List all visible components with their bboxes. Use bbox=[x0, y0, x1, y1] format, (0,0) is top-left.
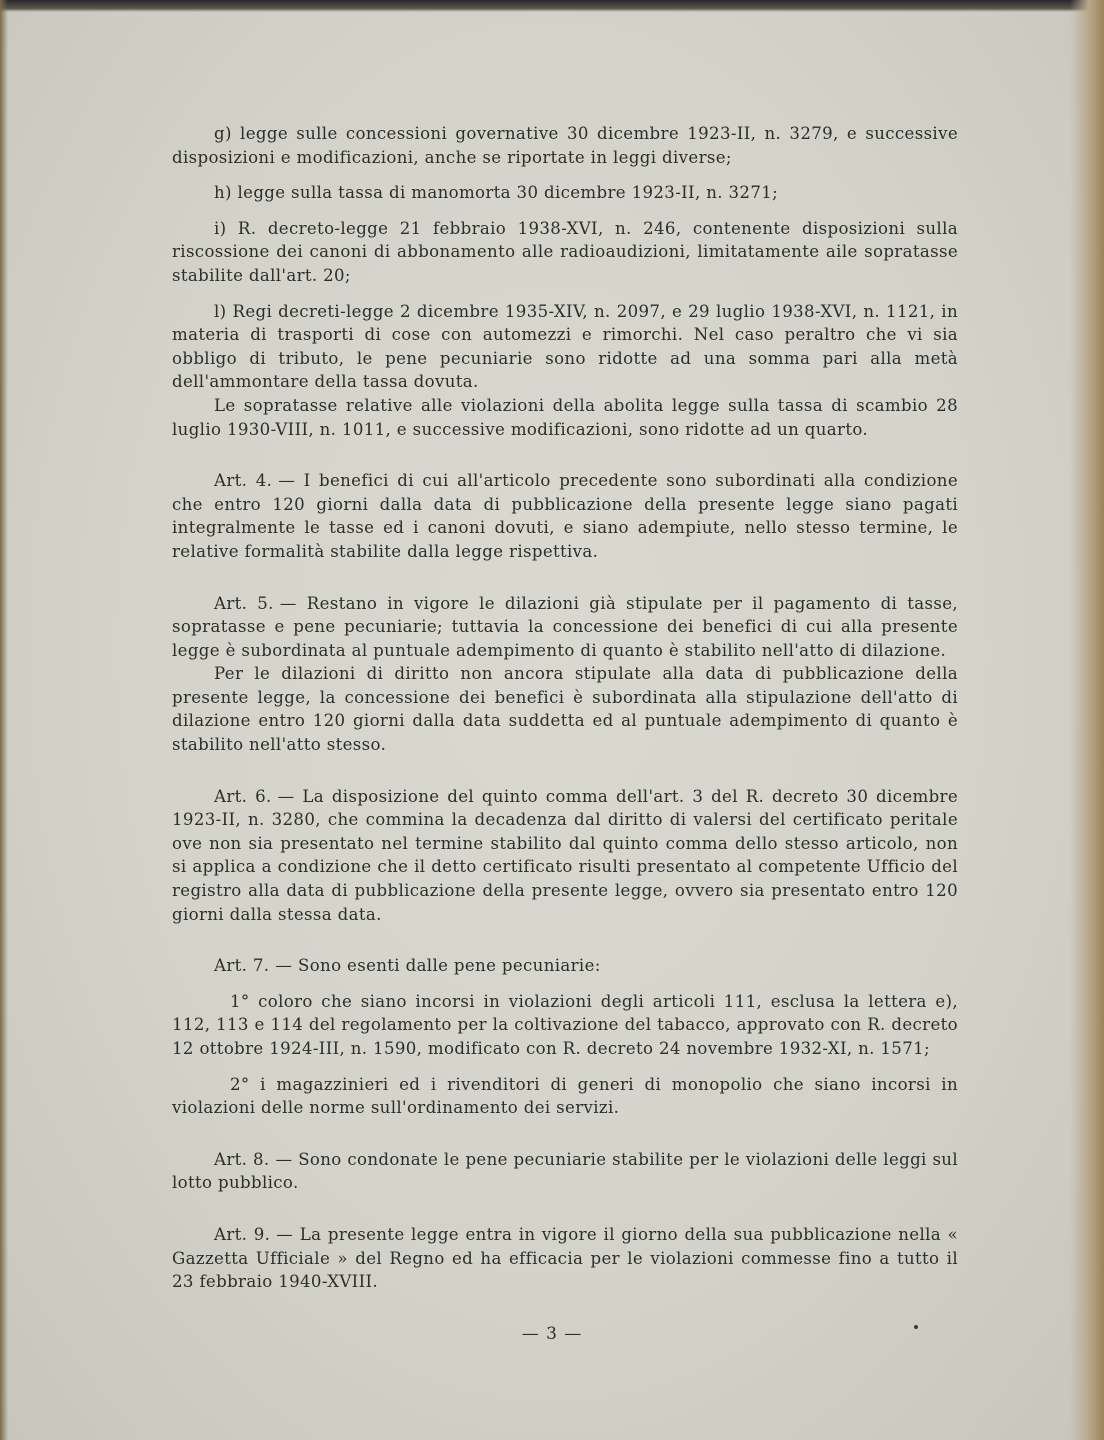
article-9-text: — La presente legge entra in vigore il giorno della sua pubblicazione nella « Gazzetta Ufficiale » del Regno ed ha efficacia per le violazioni commesse fino a tutto il 23 febbraio 1940-XVIII. bbox=[172, 1224, 959, 1292]
page-number: — 3 — bbox=[521, 1324, 583, 1344]
article-4-label: Art. 4. bbox=[214, 471, 273, 491]
article-5-text: — Restano in vigore le dilazioni già stipulate per il pagamento di tasse, sopratasse e pene pecuniarie; tuttavia la concessione dei benefici di cui alla presente legge è subordinata al puntuale adempimento di quanto è stabilito nell'atto di dilazione. bbox=[172, 593, 958, 660]
paragraph-h: h) legge sulla tassa di manomorta 30 dicembre 1923-II, n. 3271; bbox=[214, 183, 779, 203]
article-8-text: — Sono condonate le pene pecuniarie stabilite per le violazioni delle leggi sul lotto pubblico. bbox=[172, 1149, 958, 1193]
article-9 bbox=[172, 1223, 958, 1294]
paragraph-sopratasse: Le sopratasse relative alle violazioni della abolita legge sulla tassa di scambio 28 luglio 1930-VIII, n. 1011, e successive modificazioni, sono ridotte ad un quarto. bbox=[172, 395, 958, 439]
article-7-item-1: 1° coloro che siano incorsi in violazioni degli articoli 111, esclusa la lettera e), 112, 113 e 114 del regolamento per la coltivazione del tabacco, approvato con R. decreto 12 ottobre 1924-III, n. 1590, modificato con R. decreto 24 novembre 1932-XI, n. 1571; bbox=[172, 991, 958, 1058]
article-9-label: Art. 9. bbox=[214, 1224, 271, 1244]
article-7-label: Art. 7. bbox=[214, 956, 270, 976]
article-6 bbox=[172, 785, 958, 927]
document-body bbox=[172, 122, 958, 1294]
paragraph-g: g) legge sulle concessioni governative 30 dicembre 1923-II, n. 3279, e successive disposizioni e modificazioni, anche se riportate in leggi diverse; bbox=[172, 124, 958, 167]
article-6-text: — La disposizione del quinto comma dell'art. 3 del R. decreto 30 dicembre 1923-II, n. 3280, che commina la decadenza dal diritto di valersi del certificato peritale ove non sia presentato nel termine stabilito dal quinto comma dello stesso articolo, non si applica a condizione che il detto certificato risulti presentato al competente Ufficio del registro alla data di pubblicazione della presente legge, ovvero sia presentato entro 120 giorni dalla stessa data. bbox=[172, 786, 959, 924]
article-8-label: Art. 8. bbox=[214, 1149, 270, 1169]
paragraph-l: l) Regi decreti-legge 2 dicembre 1935-XIV, n. 2097, e 29 luglio 1938-XVI, n. 1121, in materia di trasporti di cose con automezzi e rimorchi. Nel caso peraltro che vi sia obbligo di tributo, le pene pecuniarie sono ridotte ad una somma pari alla metà dell'ammontare della tassa dovuta. bbox=[172, 301, 958, 392]
ink-speck bbox=[914, 1325, 918, 1329]
article-5-label: Art. 5. bbox=[214, 593, 274, 613]
paragraph-i: i) R. decreto-legge 21 febbraio 1938-XVI, n. 246, contenente disposizioni sulla riscossione dei canoni di abbonamento alle radioaudizioni, limitatamente aile sopratasse stabilite dall'art. 20; bbox=[172, 218, 958, 285]
article-8 bbox=[172, 1148, 958, 1195]
article-4-text: — I benefici di cui all'articolo precedente sono subordinati alla condizione che entro 120 giorni dalla data di pubblicazione della presente legge siano pagati integralmente le tasse ed i canoni dovuti, e siano adempiute, nello stesso termine, le relative formalità stabilite dalla legge rispettiva. bbox=[172, 471, 959, 561]
article-7-text: — Sono esenti dalle pene pecuniarie: bbox=[275, 956, 601, 976]
article-7-item-2: 2° i magazzinieri ed i rivenditori di generi di monopolio che siano incorsi in violazioni delle norme sull'ordinamento dei servizi. bbox=[172, 1074, 958, 1118]
page-left-edge bbox=[0, 0, 8, 1440]
article-5-paragraph-2: Per le dilazioni di diritto non ancora stipulate alla data di pubblicazione della presente legge, la concessione dei benefici è subordinata alla stipulazione dell'atto di dilazione entro 120 giorni dalla data suddetta ed al puntuale adempimento di quanto è stabilito nell'atto stesso. bbox=[172, 664, 958, 755]
page-top-edge bbox=[0, 0, 1104, 12]
article-5 bbox=[172, 592, 958, 663]
article-7 bbox=[172, 954, 958, 978]
article-6-label: Art. 6. bbox=[214, 786, 272, 806]
article-4 bbox=[172, 469, 958, 563]
page-right-edge bbox=[1070, 0, 1104, 1440]
